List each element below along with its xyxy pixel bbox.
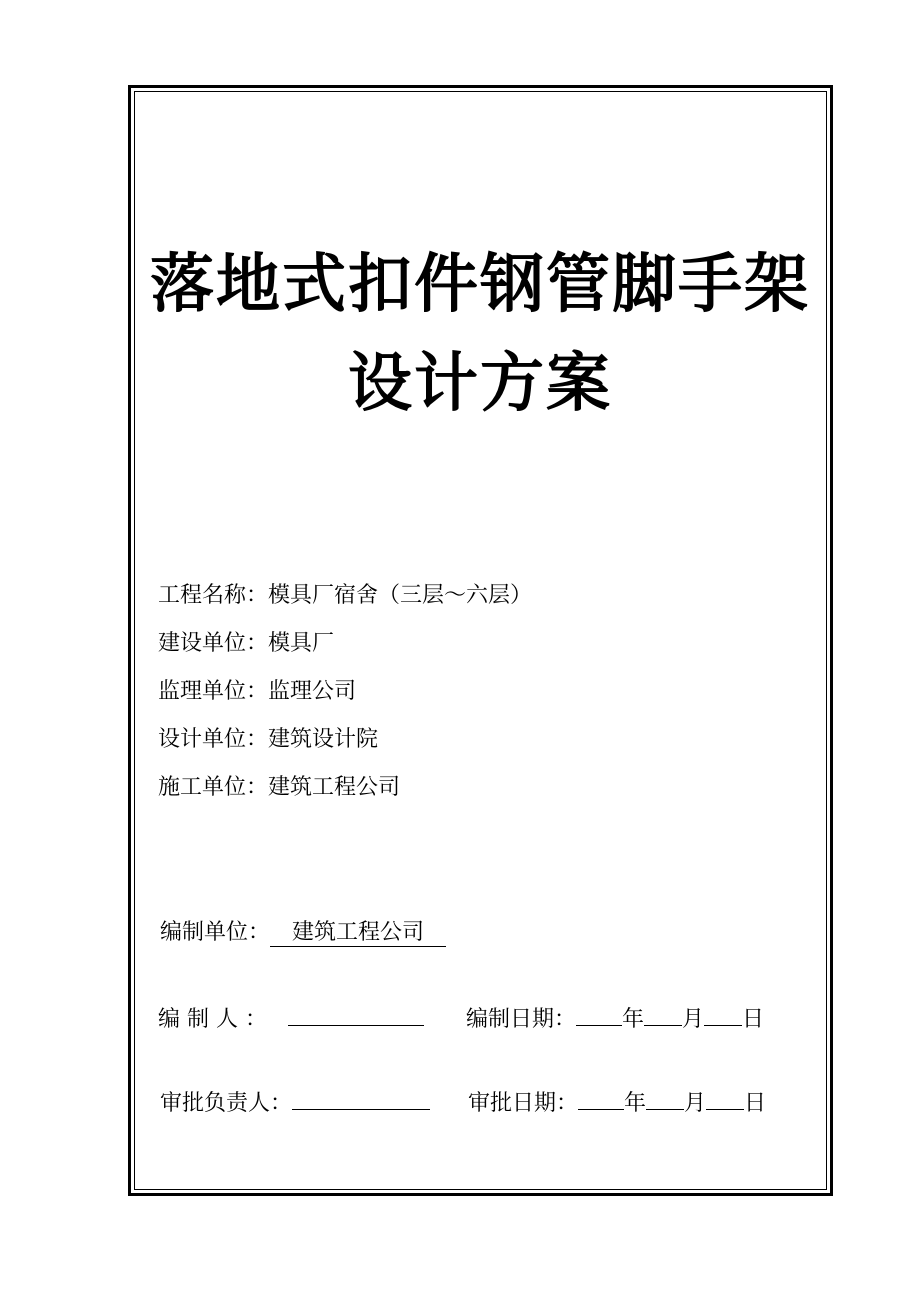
compile-month-line — [644, 1003, 682, 1026]
compile-day-line — [704, 1003, 742, 1026]
construction-unit-row — [158, 773, 400, 803]
document-title-line2: 设计方案 — [348, 346, 612, 421]
client-unit-value: 模具厂 — [268, 631, 335, 656]
approve-date-row — [468, 1087, 766, 1119]
compiler-signature-line — [288, 1003, 424, 1026]
project-name-label: 工程名称： — [158, 583, 269, 608]
project-name-row — [158, 581, 532, 611]
approver-signature-line — [292, 1087, 430, 1110]
compiler-label: 编 制 人 ： — [158, 1007, 267, 1032]
compile-day-unit: 日 — [742, 1007, 765, 1032]
approve-month-unit: 月 — [684, 1091, 707, 1116]
compile-unit-row — [160, 918, 446, 948]
compile-year-line — [576, 1003, 622, 1026]
supervision-unit-row — [158, 677, 356, 707]
compile-unit-label: 编制单位： — [160, 920, 271, 945]
design-unit-row — [158, 725, 378, 755]
approver-label: 审批负责人： — [160, 1091, 293, 1116]
approve-year-unit: 年 — [624, 1091, 647, 1116]
construction-unit-label: 施工单位： — [158, 775, 269, 800]
design-unit-label: 设计单位： — [158, 727, 269, 752]
supervision-unit-label: 监理单位： — [158, 679, 269, 704]
approve-day-line — [706, 1087, 744, 1110]
design-unit-value: 建筑设计院 — [268, 727, 379, 752]
approve-year-line — [578, 1087, 624, 1110]
compile-year-unit: 年 — [622, 1007, 645, 1032]
compile-unit-value: 建筑工程公司 — [270, 920, 446, 947]
approve-day-unit: 日 — [744, 1091, 767, 1116]
compiler-row — [158, 1003, 424, 1035]
construction-unit-value: 建筑工程公司 — [268, 775, 401, 800]
client-unit-label: 建设单位： — [158, 631, 269, 656]
compile-date-label: 编制日期： — [466, 1007, 577, 1032]
approver-row — [160, 1087, 430, 1119]
project-name-value: 模具厂宿舍（三层～六层） — [268, 583, 533, 608]
compile-date-row — [466, 1003, 764, 1035]
approve-date-label: 审批日期： — [468, 1091, 579, 1116]
client-unit-row — [158, 629, 334, 659]
document-title-line1: 落地式扣件钢管脚手架 — [150, 247, 810, 322]
compile-month-unit: 月 — [682, 1007, 705, 1032]
approve-month-line — [646, 1087, 684, 1110]
supervision-unit-value: 监理公司 — [268, 679, 357, 704]
